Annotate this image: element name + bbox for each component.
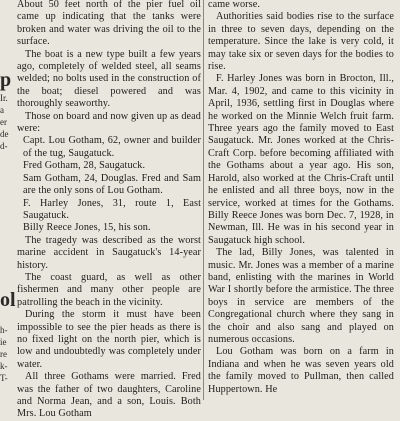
left-column-paragraph: During the storm it must have been impossible to see the pier heads as there is no fixed light on the north pier, which is low and undoubtedly was completely under water.: [17, 309, 201, 370]
margin-fragment: ie: [0, 337, 7, 347]
article-column-left: [17, 0, 201, 421]
right-column-paragraph: Authorities said bodies rise to the surface in three to seven days, depending on the temperature. Since the lake is very cold, it may take six or seven days for the bodies to rise.: [208, 11, 394, 73]
margin-fragment: p: [0, 69, 12, 91]
column-rule: [203, 0, 204, 400]
margin-fragment: k-: [0, 361, 8, 371]
margin-fragment: T-: [0, 373, 8, 383]
left-column-paragraph: The coast guard, as well as other fishermen and many other people are patrolling the beach in the vicinity.: [17, 271, 201, 308]
right-column-paragraph: came worse.: [208, 0, 261, 10]
right-column-paragraph: F. Harley Jones was born in Brocton, Ill., Mar. 4, 1902, and came to this vicinity in April, 1936, settling first in Douglas where he worked on the Minnie Welch fruit farm. Three years ago the family moved to East Saugatuck. Mr. Jones worked at the Chris-Craft Corp. before becoming affiliated with the Gothams about a year ago. His son, Harold, also worked at the Chris-Craft until he enlisted and all three boys, now in the service, worked at times for the Gothams. Billy Reece Jones was born Dec. 7, 1928, in Newman, Ill. He was in his second year in Saugatuck high school.: [208, 73, 394, 246]
left-column-paragraph: Capt. Lou Gotham, 62, owner and builder of the tug, Saugatuck.: [23, 135, 201, 159]
left-column-paragraph: The tragedy was described as the worst marine accident in Saugatuck's 14-year history.: [17, 234, 201, 271]
margin-fragment: Ir.: [0, 93, 8, 103]
left-column-paragraph: About 50 feet north of the pier fuel oil came up indicating that the tanks were broken and water was driving the oil to the surface.: [17, 0, 201, 48]
left-column-paragraph: Billy Reece Jones, 15, his son.: [23, 222, 151, 234]
right-column-paragraph: The lad, Billy Jones, was talented in music. Mr. Jones was a member of a marine band, enlisting with the marines in World War I shortly before the armistice. The three boys in service are members of the Congregational church where they sang in the choir and also sang and played on numerous occasions.: [208, 247, 394, 345]
left-column-paragraph: The boat is a new type built a few years ago, completely of welded steel, all seams welded; no bolts used in the construction of the boat; diesel powered and was thoroughly seaworthy.: [17, 48, 201, 110]
adjacent-column-fragment: [0, 0, 16, 400]
right-column-paragraph: Lou Gotham was born on a farm in Indiana and when he was seven years old the family moved to Pullman, then called Huppertown. He: [208, 346, 394, 395]
margin-fragment: d-: [0, 141, 8, 151]
margin-fragment: de: [0, 129, 9, 139]
article-column-right: [208, 0, 394, 396]
left-column-paragraph: Those on board and now given up as dead were:: [17, 110, 201, 135]
left-column-paragraph: Fred Gotham, 28, Saugatuck.: [23, 160, 146, 172]
margin-fragment: h-: [0, 325, 8, 335]
left-column-paragraph: Sam Gotham, 24, Douglas. Fred and Sam are the only sons of Lou Gotham.: [23, 172, 201, 197]
left-column-paragraph: F. Harley Jones, 31, route 1, East Saugatuck.: [23, 197, 201, 221]
margin-fragment: er: [0, 117, 7, 127]
margin-fragment: ol: [0, 289, 16, 311]
margin-fragment: a: [0, 105, 4, 115]
margin-fragment: re: [0, 349, 7, 359]
left-column-paragraph: All three Gothams were married. Fred was the father of two daughters, Caroline and Norma Jean, and a son, Louis. Both Mrs. Lou Gotham: [17, 371, 201, 420]
